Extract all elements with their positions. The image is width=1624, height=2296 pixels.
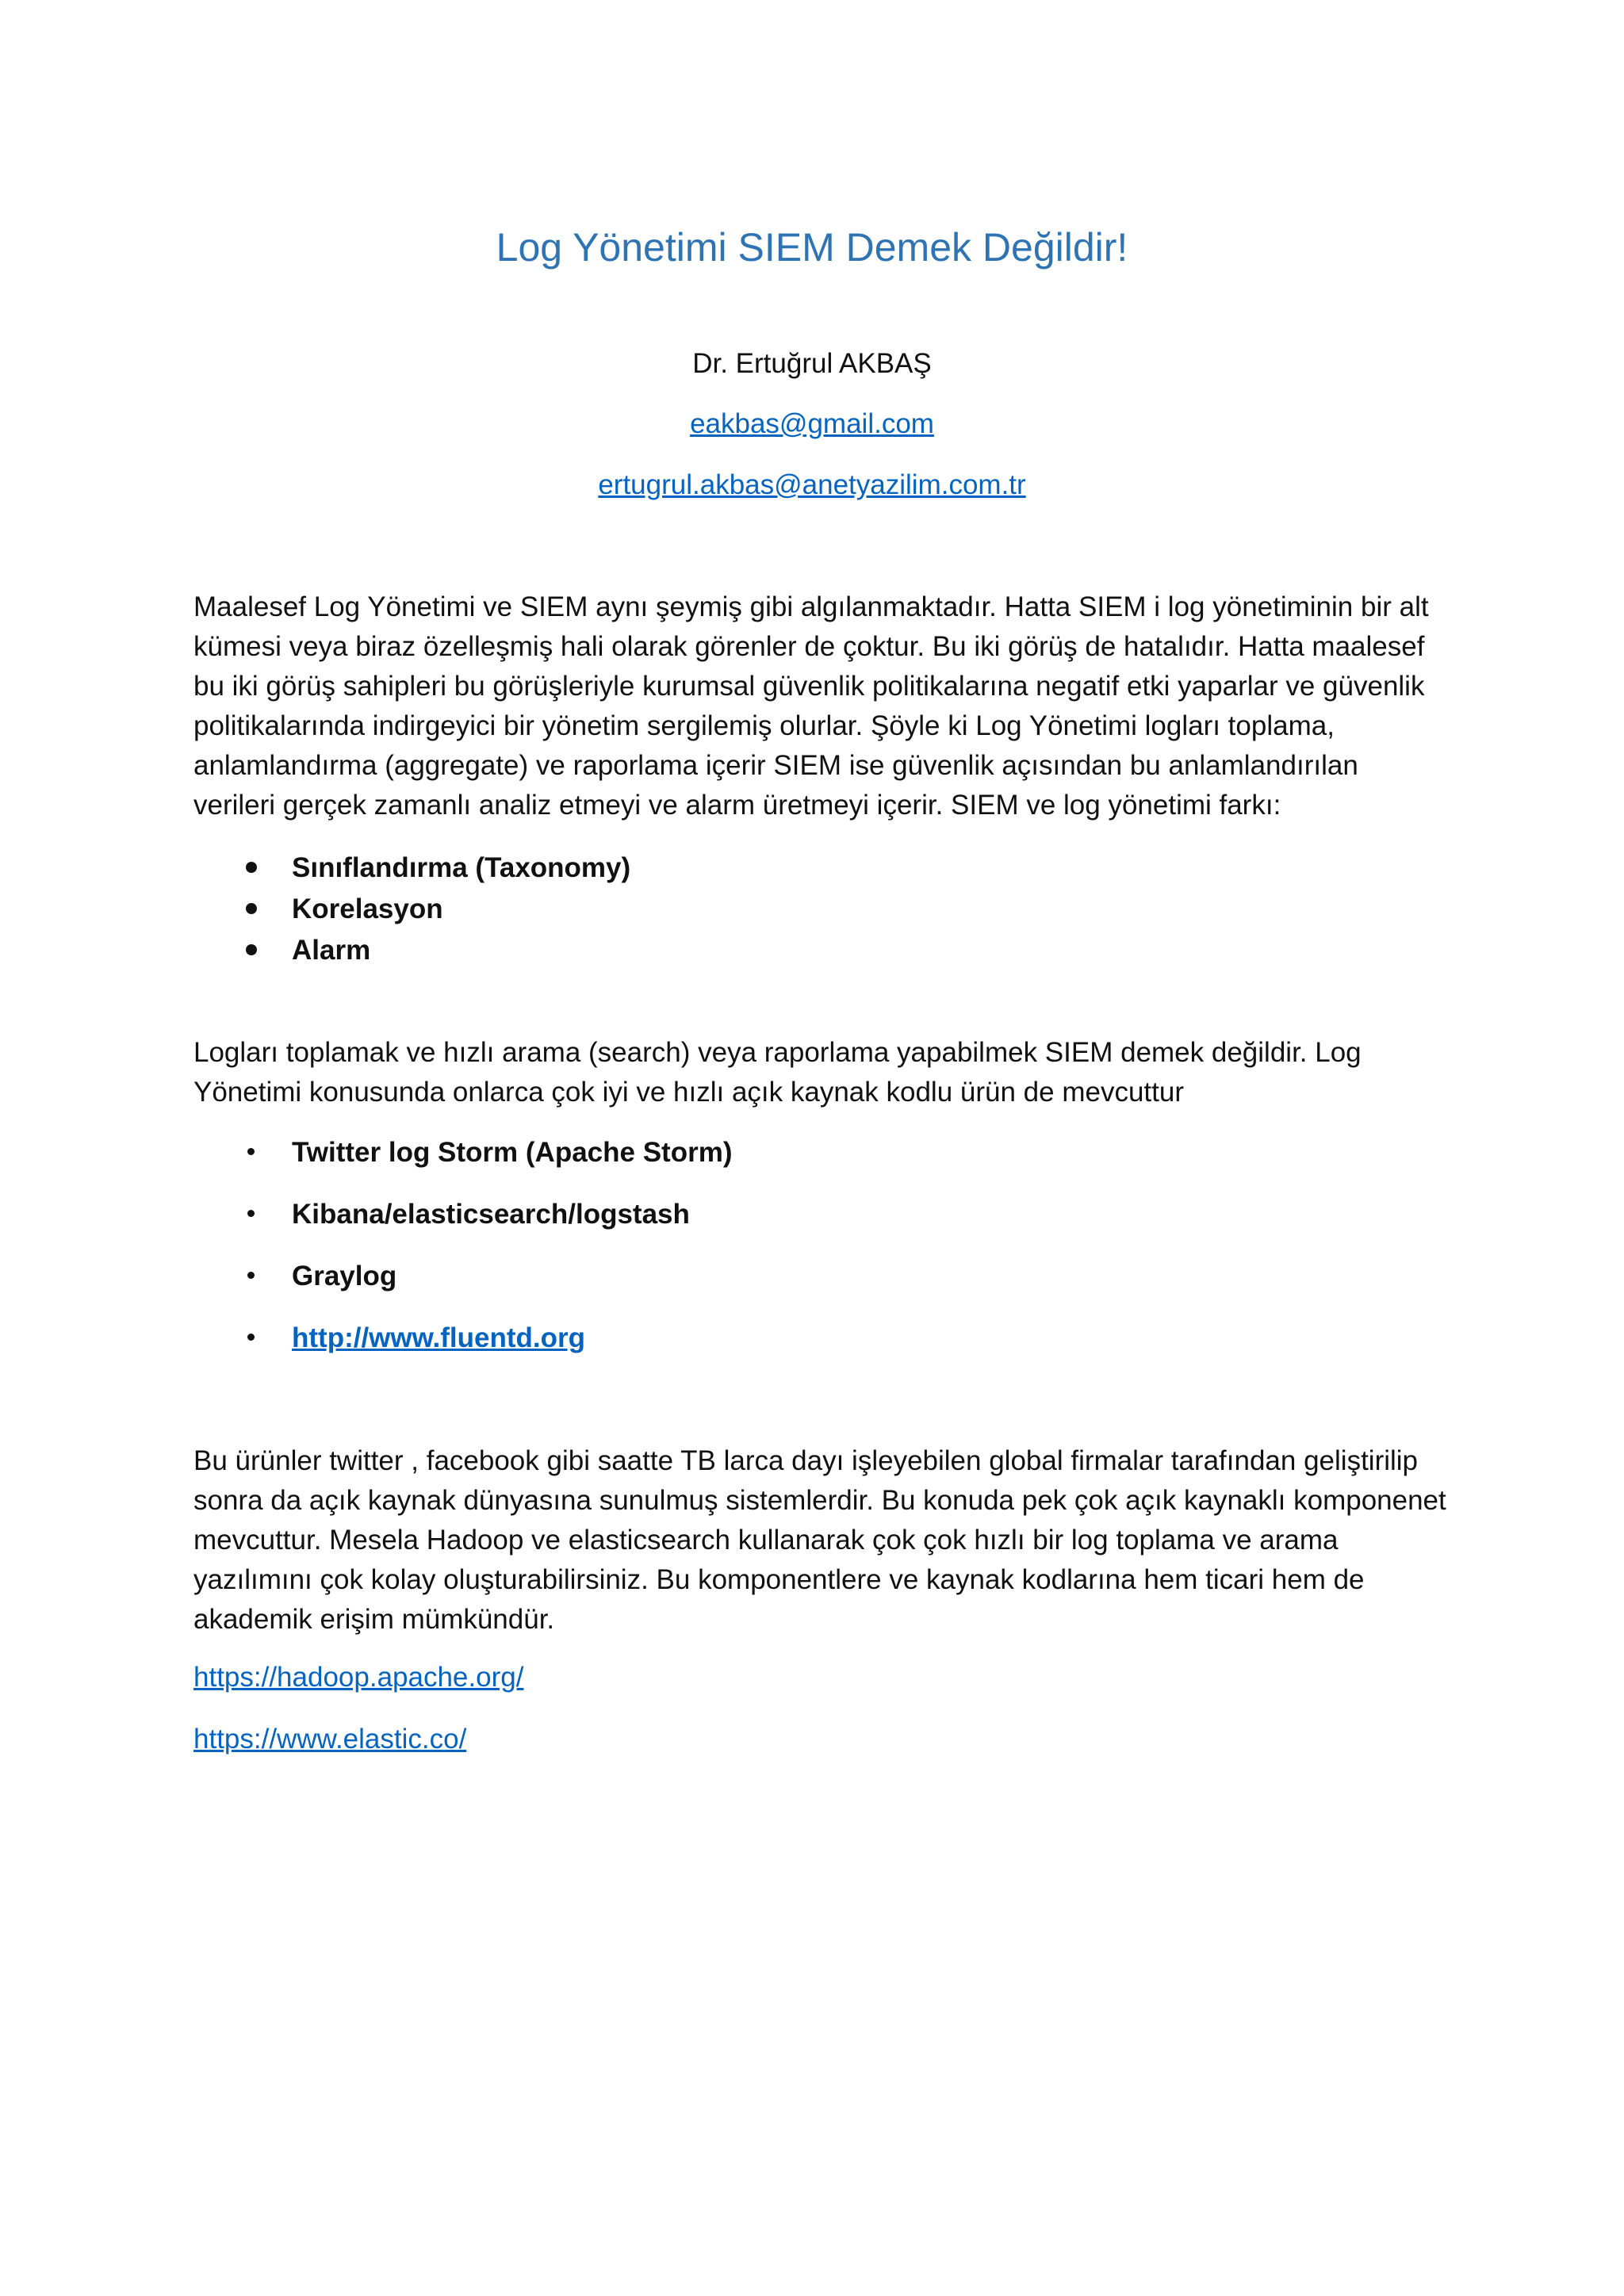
list-item: Twitter log Storm (Apache Storm) xyxy=(193,1122,733,1184)
siem-features-list xyxy=(193,848,630,971)
elastic-link[interactable]: https://www.elastic.co/ xyxy=(193,1724,467,1755)
list-item xyxy=(193,1307,733,1369)
document-title: Log Yönetimi SIEM Demek Değildir! xyxy=(496,225,1128,270)
list-item: Alarm xyxy=(193,930,630,971)
intro-paragraph: Maalesef Log Yönetimi ve SIEM aynı şeymiş gibi algılanmaktadır. Hatta SIEM i log yönetiminin bir alt kümesi veya biraz özelleşmiş hali olarak görenler de çoktur. Bu iki görüş de hatalıdır. Hatta maalesef bu iki görüş sahipleri bu görüşleriyle kurumsal güvenlik politikalarına negatif etki yaparlar ve güvenlik politikalarında indirgeyici bir yönetim sergilemiş olurlar. Şöyle ki Log Yönetimi logları toplama, anlamlandırma (aggregate) ve raporlama içerir SIEM ise güvenlik açısından bu anlamlandırılan verileri gerçek zamanlı analiz etmeyi ve alarm üretmeyi içerir. SIEM ve log yönetimi farkı: xyxy=(193,591,1429,821)
bullet-icon xyxy=(246,944,257,955)
bullet-icon xyxy=(247,1334,255,1341)
author-work-email-link[interactable]: ertugrul.akbas@anetyazilim.com.tr xyxy=(598,469,1026,500)
products-paragraph: Bu ürünler twitter , facebook gibi saatte TB larca dayı işleyebilen global firmalar tarafından geliştirilip sonra da açık kaynak dünyasına sunulmuş sistemlerdir. Bu konuda pek çok açık kaynaklı komponenet mevcuttur. Mesela Hadoop ve elasticsearch kullanarak çok çok hızlı bir log toplama ve arama yazılımını çok kolay oluşturabilirsiniz. Bu komponentlere ve kaynak kodlarına hem ticari hem de akademik erişim mümkündür. xyxy=(193,1445,1446,1635)
bullet-icon xyxy=(247,1272,255,1279)
bullet-icon xyxy=(246,903,257,914)
open-source-tools-list xyxy=(193,1122,733,1369)
author-name: Dr. Ertuğrul AKBAŞ xyxy=(692,348,932,379)
list-item: Graylog xyxy=(193,1246,733,1307)
list-item: Sınıflandırma (Taxonomy) xyxy=(193,848,630,889)
author-email-link[interactable]: eakbas@gmail.com xyxy=(690,408,934,439)
bullet-icon xyxy=(247,1148,255,1155)
bullet-icon xyxy=(247,1210,255,1217)
log-management-paragraph: Logları toplamak ve hızlı arama (search) veya raporlama yapabilmek SIEM demek değildir. Log Yönetimi konusunda onlarca çok iyi ve hızlı açık kaynak kodlu ürün de mevcuttur xyxy=(193,1037,1362,1108)
fluentd-link[interactable]: http://www.fluentd.org xyxy=(292,1322,586,1353)
hadoop-link[interactable]: https://hadoop.apache.org/ xyxy=(193,1662,524,1693)
list-item: Korelasyon xyxy=(193,889,630,930)
list-item: Kibana/elasticsearch/logstash xyxy=(193,1184,733,1246)
bullet-icon xyxy=(246,862,257,873)
